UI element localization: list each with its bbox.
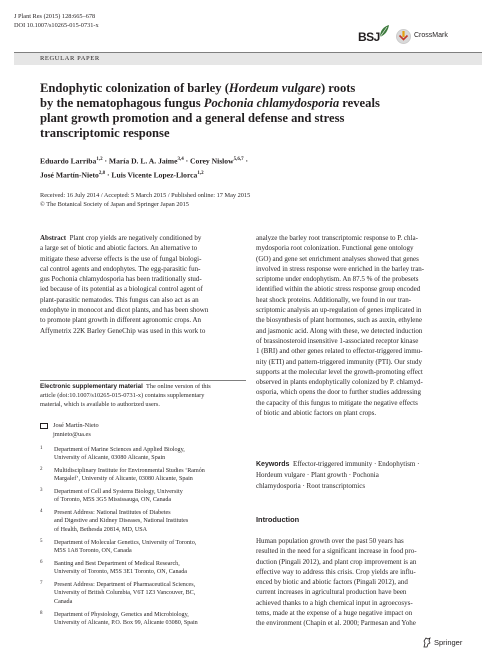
abstract-line: the biosynthesis of plant hormones, such as auxin, ethylene — [256, 316, 423, 325]
intro-line: current increases in agricultural production have been — [256, 588, 407, 597]
intro-line: the environment (Chapin et al. 2000; Parmesan and Yohe — [256, 619, 416, 628]
received-dates: Received: 16 July 2014 / Accepted: 5 March 2015 / Published online: 17 May 2015 — [40, 192, 251, 199]
esm-divider — [40, 380, 246, 381]
abstract-line: and jasmonic acid. Along with these, we detected induction — [256, 326, 423, 335]
crossmark-icon — [396, 29, 411, 44]
introduction-body — [256, 536, 484, 629]
corresponding-email[interactable]: jmnieto@ua.es — [53, 430, 91, 438]
author-name[interactable]: Eduardo Larriba — [40, 156, 97, 166]
supplementary-note: Electronic supplementary material The online version of this article (doi:10.1007/s10265-015-0731-x) contains supplementary material, which is available to authorized users. — [40, 383, 246, 409]
abstract-line: a large set of biotic and abiotic factors. An alternative to — [40, 244, 198, 253]
abstract-line: to promote plant growth in different agronomic crops. An — [40, 316, 202, 325]
abstract-line: mydosporia root colonization. Functional gene ontology — [256, 244, 414, 253]
abstract-line: Affymetrix 22K Barley GeneChip was used in this work to — [40, 326, 206, 335]
esm-doi-line[interactable]: article (doi:10.1007/s10265-015-0731-x) contains supplementary — [40, 391, 205, 399]
article-title: Endophytic colonization of barley (Hordeum vulgare) roots by the nematophagous fungus Pochonia chlamydosporia reveals plant growth promotion and a general defense and stress transcriptomic response — [40, 81, 380, 140]
abstract-line: supports at the molecular level the growth-promoting effect — [256, 367, 423, 376]
abstract-line: 1 (BRI) and other genes related to effector-triggered immu- — [256, 347, 423, 356]
doi-line: DOI 10.1007/s10265-015-0731-x — [14, 21, 99, 29]
abstract-heading: Abstract — [40, 234, 67, 242]
intro-line: duction (Pingali 2012), and plant crop improvement is an — [256, 557, 417, 566]
esm-title: Electronic supplementary material — [40, 383, 143, 390]
abstract-line: involved in stress response were enriched in the barley tran- — [256, 264, 425, 273]
corresponding-author: José Martín-Nieto — [53, 422, 99, 429]
abstract-line: nity (ETI) and pattern-triggered immunity (PTI). Our study — [256, 357, 423, 366]
abstract-line: plant-parasitic nematodes. This fungus can also act as an — [40, 295, 199, 304]
abstract-line: scriptomic analysis an up-regulation of genes implicated in — [256, 306, 422, 315]
abstract-line: osporia, which opens the door to further studies addressing — [256, 388, 422, 397]
author-name[interactable]: · Corey Nislow — [183, 156, 234, 166]
leaf-icon — [378, 24, 390, 38]
publication-history — [40, 192, 460, 210]
abstract-left — [40, 233, 246, 336]
abstract-line: mitigate these adverse effects is the use of fungal biologi- — [40, 254, 202, 263]
article-type-label: REGULAR PAPER — [40, 55, 100, 62]
abstract-line: ied because of its potential as a biological control agent of — [40, 285, 203, 294]
introduction-heading: Introduction — [256, 515, 300, 524]
intro-line: tems, made at the expense of a huge negative impact on — [256, 609, 413, 618]
abstract-line: identified within the abiotic stress response group encoded — [256, 285, 421, 294]
abstract-line: of brassinosteroid insensitive 1-associated receptor kinase — [256, 336, 419, 345]
intro-line: Human population growth over the past 50 years has — [256, 537, 404, 545]
abstract-line: Abstract Plant crop yields are negatively conditioned by — [40, 234, 202, 242]
intro-line: enced by biotic and abiotic factors (Pingali 2012), and — [256, 578, 408, 587]
author-list: Eduardo Larriba$^{1,2}$ · María D. L. A. Jaime$^{3,4}$ · Corey Nislow$^{5,6,7}$ · José Martín-Nieto$^{2,8}$ · Luis Vicente Lopez-Llorca$^{1,2}$ — [40, 156, 249, 180]
abstract-line: gus Pochonia chlamydosporia has been traditionally stud- — [40, 275, 202, 284]
author-name[interactable]: · María D. L. A. Jaime — [102, 156, 178, 166]
intro-line: achieved thanks to a high chemical input in agroecosys- — [256, 598, 413, 607]
abstract-line: heat shock proteins. Additionally, we found in our tran- — [256, 295, 412, 304]
journal-reference: J Plant Res (2015) 128:665–678 — [14, 13, 96, 20]
journal-header — [14, 13, 99, 30]
abstract-line: of biotic and abiotic factors on plant crops. — [256, 409, 377, 418]
crossmark-label: CrossMark — [414, 32, 448, 39]
crossmark-badge[interactable] — [396, 29, 482, 45]
keywords-heading: Keywords — [256, 461, 290, 468]
abstract-line: scriptome under endophytism. An 87.5 % of the probesets — [256, 275, 419, 284]
keywords: Keywords Effector-triggered immunity · Endophytism · Hordeum vulgare · Plant growth · Pochonia chlamydosporia · Root transcriptomics — [256, 460, 420, 490]
abstract-line: the capacity of this fungus to mitigate the negative effects — [256, 398, 418, 407]
springer-label: Springer — [434, 638, 463, 647]
bsj-logo: BSJ — [358, 30, 380, 44]
abstract-line: observed in plants endophytically colonized by P. chlamyd- — [256, 378, 423, 387]
copyright-line: © The Botanical Society of Japan and Springer Japan 2015 — [40, 200, 189, 208]
springer-horse-icon — [422, 637, 432, 648]
intro-line: resulted in the need for a significant increase in food pro- — [256, 547, 417, 556]
publisher-logos — [358, 28, 484, 48]
abstract-line: analyze the barley root transcriptomic response to P. chla- — [256, 234, 418, 242]
springer-logo — [422, 637, 484, 649]
abstract-line: (GO) and gene set enrichment analyses showed that genes — [256, 254, 419, 263]
envelope-icon — [40, 423, 48, 429]
abstract-line: endophyte in monocot and dicot plants, and has been shown — [40, 306, 209, 315]
intro-line: effective way to address this crisis. Crop yields are influ- — [256, 567, 416, 576]
abstract-right — [256, 233, 484, 418]
author-name[interactable]: · Luis Vicente Lopez-Llorca — [105, 170, 198, 180]
abstract-line: cal control agents and endophytes. The egg-parasitic fun- — [40, 264, 201, 273]
author-name[interactable]: José Martín-Nieto — [40, 170, 99, 180]
